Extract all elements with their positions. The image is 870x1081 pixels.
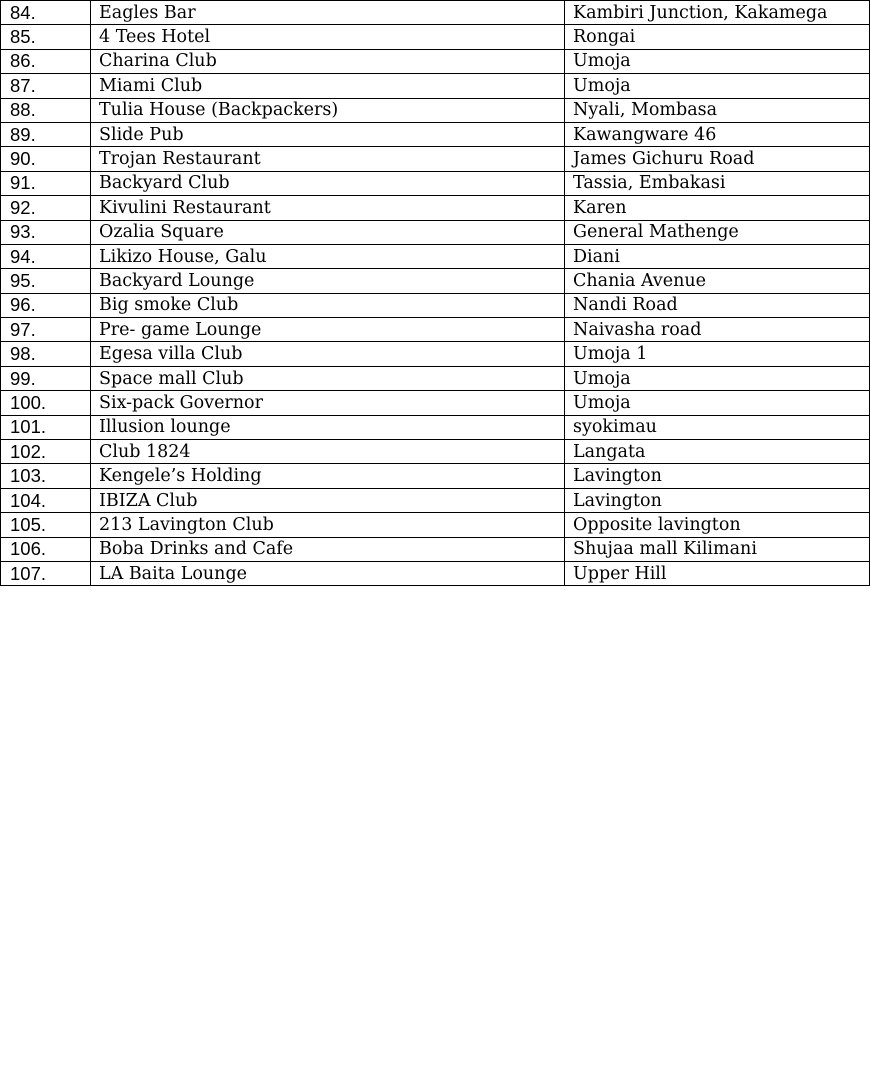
venue-name-cell: Eagles Bar [91,1,565,25]
venue-name-cell: Space mall Club [91,366,565,390]
row-number-cell: 97. [1,318,91,342]
table-row [1,74,870,98]
table-row [1,49,870,73]
venue-location-cell: Kawangware 46 [565,122,870,146]
venue-location-cell: Chania Avenue [565,269,870,293]
row-number-cell: 96. [1,293,91,317]
venue-name-cell: Likizo House, Galu [91,244,565,268]
venue-name-cell: Big smoke Club [91,293,565,317]
venue-table-body [1,1,870,586]
row-number-cell: 103. [1,464,91,488]
venue-name-cell: IBIZA Club [91,488,565,512]
row-number-cell: 92. [1,196,91,220]
table-row [1,513,870,537]
venue-location-cell: Diani [565,244,870,268]
table-row [1,464,870,488]
venue-name-cell: Ozalia Square [91,220,565,244]
row-number-cell: 102. [1,440,91,464]
venue-location-cell: Umoja [565,49,870,73]
venue-location-cell: Nandi Road [565,293,870,317]
table-row [1,293,870,317]
venue-name-cell: Trojan Restaurant [91,147,565,171]
table-row [1,171,870,195]
venue-location-cell: Umoja [565,391,870,415]
table-row [1,147,870,171]
row-number-cell: 104. [1,488,91,512]
row-number-cell: 94. [1,244,91,268]
venue-name-cell: Backyard Lounge [91,269,565,293]
table-row [1,25,870,49]
row-number-cell: 105. [1,513,91,537]
table-row [1,122,870,146]
venue-name-cell: Tulia House (Backpackers) [91,98,565,122]
venue-location-cell: James Gichuru Road [565,147,870,171]
row-number-cell: 99. [1,366,91,390]
table-row [1,1,870,25]
venue-location-cell: Naivasha road [565,318,870,342]
table-row [1,98,870,122]
row-number-cell: 88. [1,98,91,122]
venue-name-cell: Pre- game Lounge [91,318,565,342]
venue-name-cell: Illusion lounge [91,415,565,439]
venue-location-cell: Karen [565,196,870,220]
row-number-cell: 84. [1,1,91,25]
row-number-cell: 100. [1,391,91,415]
venue-location-cell: Umoja [565,74,870,98]
table-row [1,537,870,561]
venue-location-cell: Lavington [565,488,870,512]
row-number-cell: 101. [1,415,91,439]
row-number-cell: 93. [1,220,91,244]
venue-name-cell: Backyard Club [91,171,565,195]
venue-name-cell: Slide Pub [91,122,565,146]
venue-location-cell: Umoja [565,366,870,390]
table-row [1,366,870,390]
venue-location-cell: Lavington [565,464,870,488]
venue-name-cell: 213 Lavington Club [91,513,565,537]
table-row [1,318,870,342]
venue-location-cell: Rongai [565,25,870,49]
row-number-cell: 85. [1,25,91,49]
table-row [1,415,870,439]
table-row [1,220,870,244]
venue-location-cell: syokimau [565,415,870,439]
venue-location-cell: Upper Hill [565,561,870,585]
table-row [1,488,870,512]
venue-name-cell: Kivulini Restaurant [91,196,565,220]
row-number-cell: 95. [1,269,91,293]
row-number-cell: 86. [1,49,91,73]
row-number-cell: 89. [1,122,91,146]
venue-location-cell: Tassia, Embakasi [565,171,870,195]
venue-name-cell: Boba Drinks and Cafe [91,537,565,561]
venue-location-cell: Shujaa mall Kilimani [565,537,870,561]
row-number-cell: 90. [1,147,91,171]
row-number-cell: 87. [1,74,91,98]
venue-name-cell: Six-pack Governor [91,391,565,415]
table-row [1,342,870,366]
venue-location-cell: Nyali, Mombasa [565,98,870,122]
venue-name-cell: Kengele’s Holding [91,464,565,488]
table-row [1,440,870,464]
venue-name-cell: Egesa villa Club [91,342,565,366]
venue-name-cell: Club 1824 [91,440,565,464]
venue-location-cell: Kambiri Junction, Kakamega [565,1,870,25]
table-row [1,561,870,585]
table-row [1,269,870,293]
table-row [1,196,870,220]
table-row [1,244,870,268]
row-number-cell: 98. [1,342,91,366]
venue-location-cell: Langata [565,440,870,464]
row-number-cell: 91. [1,171,91,195]
row-number-cell: 106. [1,537,91,561]
table-row [1,391,870,415]
venue-location-cell: General Mathenge [565,220,870,244]
venue-location-cell: Opposite lavington [565,513,870,537]
venue-name-cell: Charina Club [91,49,565,73]
venue-name-cell: 4 Tees Hotel [91,25,565,49]
venue-location-cell: Umoja 1 [565,342,870,366]
row-number-cell: 107. [1,561,91,585]
venue-name-cell: LA Baita Lounge [91,561,565,585]
venue-name-cell: Miami Club [91,74,565,98]
